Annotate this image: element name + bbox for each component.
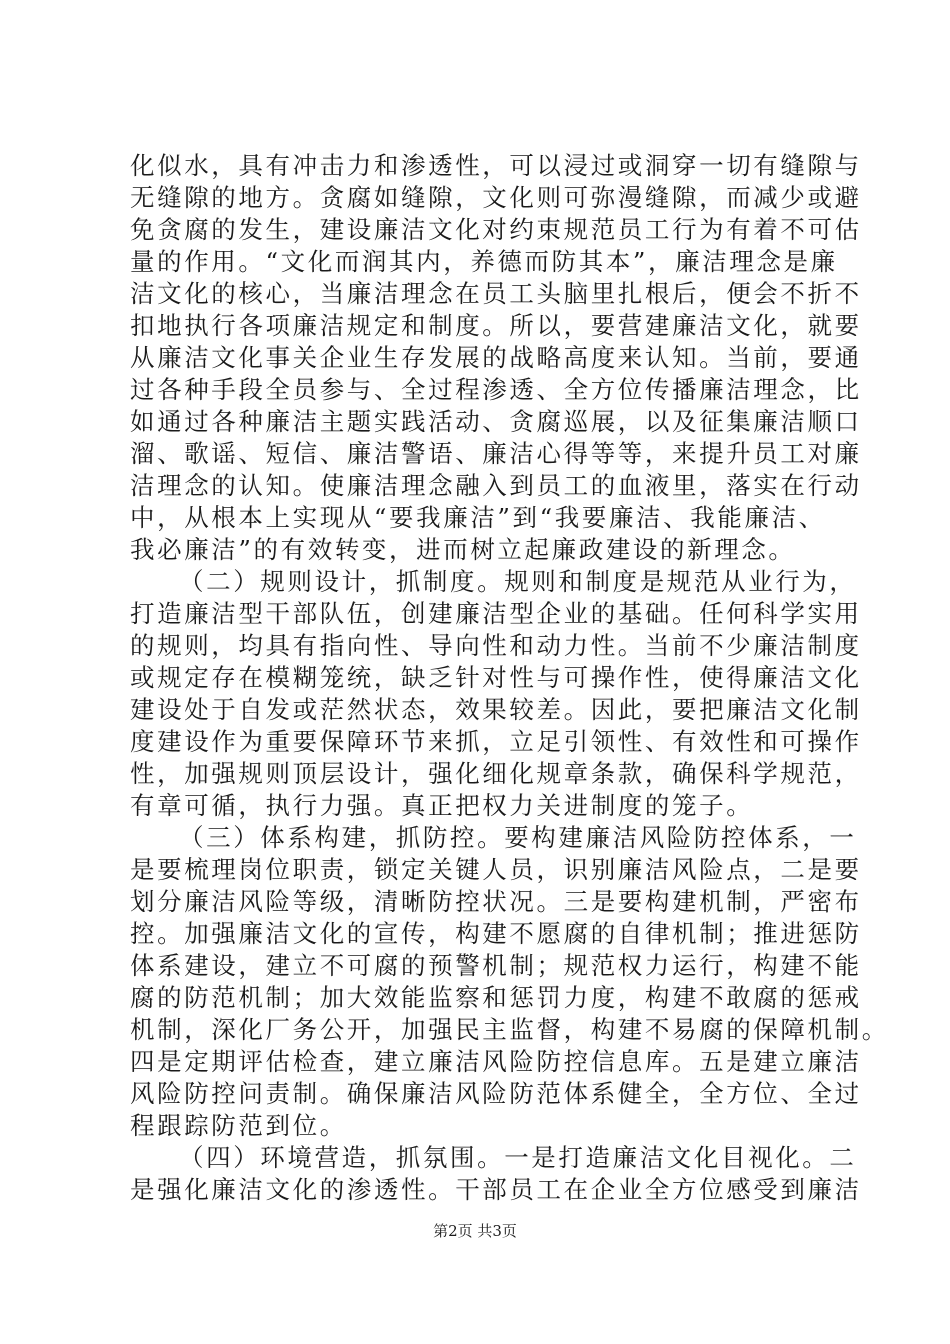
- text-line: 如通过各种廉洁主题实践活动、贪腐巡展，以及征集廉洁顺口: [130, 407, 862, 436]
- text-line: 扣地执行各项廉洁规定和制度。所以，要营建廉洁文化，就要: [130, 311, 862, 340]
- text-line: 过各种手段全员参与、全过程渗透、全方位传播廉洁理念，比: [130, 375, 862, 404]
- text-line: 程跟踪防范到位。: [130, 1111, 347, 1140]
- text-line: 控。加强廉洁文化的宣传，构建不愿腐的自律机制；推进惩防: [130, 919, 862, 948]
- text-line: 性，加强规则顶层设计，强化细化规章条款，确保科学规范，: [130, 759, 862, 788]
- text-line: （二）规则设计，抓制度。规则和制度是规范从业行为，: [179, 567, 857, 596]
- text-line: 体系建设，建立不可腐的预警机制；规范权力运行，构建不能: [130, 951, 862, 980]
- text-line: 划分廉洁风险等级，清晰防控状况。三是要构建机制，严密布: [130, 887, 862, 916]
- text-line: 风险防控问责制。确保廉洁风险防范体系健全，全方位、全过: [130, 1079, 862, 1108]
- text-line: 的规则，均具有指向性、导向性和动力性。当前不少廉洁制度: [130, 631, 862, 660]
- text-line: （四）环境营造，抓氛围。一是打造廉洁文化目视化。二: [179, 1143, 857, 1172]
- paragraph: [130, 1142, 862, 1206]
- document-body: [130, 150, 889, 1206]
- text-line: 机制，深化厂务公开，加强民主监督，构建不易腐的保障机制。: [130, 1015, 889, 1044]
- text-line: 无缝隙的地方。贪腐如缝隙，文化则可弥漫缝隙，而减少或避: [130, 183, 862, 212]
- text-line: 是要梳理岗位职责，锁定关键人员，识别廉洁风险点，二是要: [130, 855, 862, 884]
- text-line: 溜、歌谣、短信、廉洁警语、廉洁心得等等，来提升员工对廉: [130, 439, 862, 468]
- text-line: 四是定期评估检查，建立廉洁风险防控信息库。五是建立廉洁: [130, 1047, 862, 1076]
- text-line: 洁理念的认知。使廉洁理念融入到员工的血液里，落实在行动: [130, 471, 862, 500]
- page-number-footer: 第2页 共3页: [433, 1222, 517, 1240]
- text-line: 量的作用。“文化而润其内，养德而防其本”，廉洁理念是廉: [130, 247, 838, 276]
- text-line: 我必廉洁”的有效转变，进而树立起廉政建设的新理念。: [130, 535, 796, 564]
- text-line: （三）体系构建，抓防控。要构建廉洁风险防控体系，一: [179, 823, 857, 852]
- text-line: 洁文化的核心，当廉洁理念在员工头脑里扎根后，便会不折不: [130, 279, 862, 308]
- text-line: 建设处于自发或茫然状态，效果较差。因此，要把廉洁文化制: [130, 695, 862, 724]
- text-line: 度建设作为重要保障环节来抓，立足引领性、有效性和可操作: [130, 727, 862, 756]
- text-line: 打造廉洁型干部队伍，创建廉洁型企业的基础。任何科学实用: [130, 599, 862, 628]
- paragraph: [130, 822, 889, 1142]
- text-line: 免贪腐的发生，建设廉洁文化对约束规范员工行为有着不可估: [130, 215, 862, 244]
- text-line: 腐的防范机制；加大效能监察和惩罚力度，构建不敢腐的惩戒: [130, 983, 862, 1012]
- paragraph: [130, 150, 862, 566]
- text-line: 化似水，具有冲击力和渗透性，可以浸过或洞穿一切有缝隙与: [130, 151, 862, 180]
- text-line: 从廉洁文化事关企业生存发展的战略高度来认知。当前，要通: [130, 343, 862, 372]
- text-line: 有章可循，执行力强。真正把权力关进制度的笼子。: [130, 791, 754, 820]
- text-line: 中，从根本上实现从“要我廉洁”到“我要廉洁、我能廉洁、: [130, 503, 826, 532]
- text-line: 或规定存在模糊笼统，缺乏针对性与可操作性，使得廉洁文化: [130, 663, 862, 692]
- text-line: 是强化廉洁文化的渗透性。干部员工在企业全方位感受到廉洁: [130, 1175, 862, 1204]
- paragraph: [130, 566, 862, 822]
